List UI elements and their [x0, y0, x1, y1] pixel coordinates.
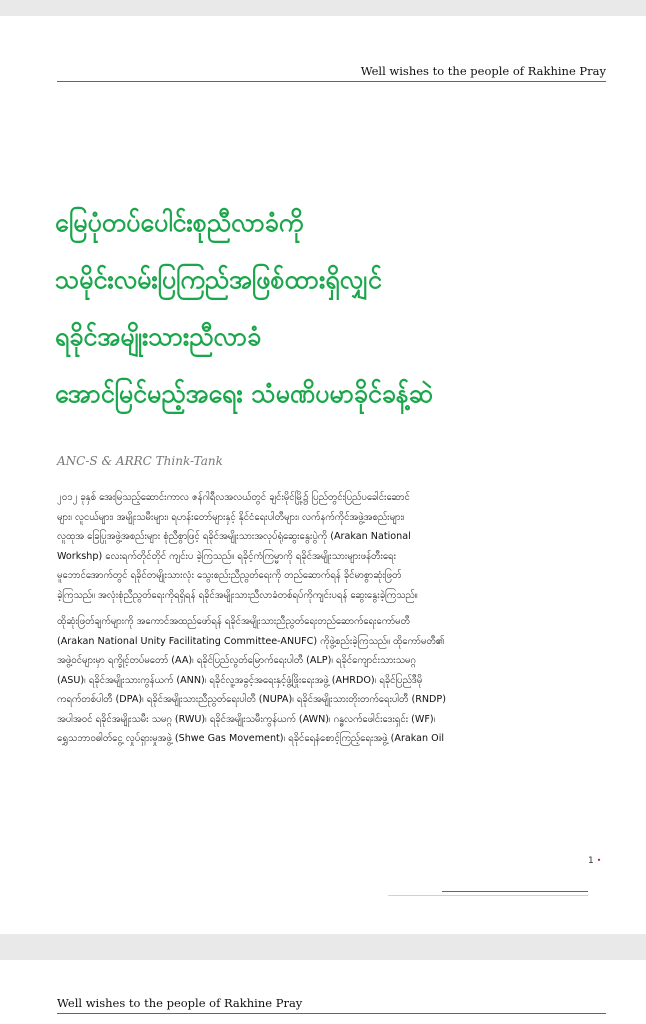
article-title: [55, 194, 626, 422]
document-page-2: [0, 960, 646, 1024]
page-number: [588, 856, 601, 866]
paragraph-line: အဖွဲ့ဝင်များမှာ ရက္ခိုင့်တပ်မတော် (AA)၊ ရခိုင်ပြည်လွတ်မြောက်ရေးပါတီ (ALP)၊ ရခိုင်ကျောင်းသားသမဂ္ဂ: [57, 655, 416, 666]
paragraph-line: (Arakan National Unity Facilitating Committee-ANUFC) ကိုဖွဲ့စည်းခဲ့ကြသည်။ ထိုကော်မတီ၏: [57, 635, 445, 647]
running-header: Well wishes to the people of Rakhine Pray: [57, 996, 606, 1014]
authors: ANC-S & ARRC Think-Tank: [57, 454, 223, 468]
footer-rule: [442, 891, 588, 892]
paragraph-line: Workshp) လေးရက်တိုင်တိုင် ကျင်းပ ခဲ့ကြသည်။ ရခိုင့်ကံကြမ္မာကို ရခိုင်အမျိုးသားများဖန်တီးရေး: [57, 550, 396, 562]
title-line-2: သမိုင်းလမ်းပြကြည်အဖြစ်ထားရှိလျှင်: [55, 265, 382, 294]
paragraph-1: [57, 488, 606, 605]
title-line-3: ရခိုင်အမျိုးသားညီလာခံ: [55, 322, 262, 351]
footer-rule-light: [388, 895, 588, 896]
paragraph-line: လူထုအ ခြေပြုအဖွဲ့အစည်းများ စုံညီစွာဖြင့် ရခိုင်အမျိုးသားအလုပ်ရုံဆွေးနွေးပွဲကို (Arakan National: [57, 531, 411, 542]
paragraph-line: ခဲ့ကြသည်။ အလုံးစုံညီညွတ်ရေးကိုရရှိရန် ရခိုင်အမျိုးသားညီလာခံတစ်ရပ်ကိုကျင်းပရန် ဆွေးနွေးခဲ့ကြသည်။: [57, 589, 418, 601]
title-line-4: အောင်မြင်မည့်အရေး သံမဏိပမာခိုင်ခန့်ဆဲ: [55, 379, 433, 408]
paragraph-line: ရွှေသဘာဝဓါတ်ငွေ့ လှုပ်ရှားမှုအဖွဲ့ (Shwe Gas Movement)၊ ရခိုင်ရေနံစောင့်ကြည့်ရေးအဖွဲ့ (Arakan Oil: [57, 733, 445, 744]
title-line-1: မြေပုံတပ်ပေါင်းစုညီလာခံကို: [55, 208, 304, 237]
paragraph-2: [57, 612, 606, 749]
paragraph-line: ထိုဆုံးဖြတ်ချက်များကို အကောင်အထည်ဖော်ရန် ရခိုင်အမျိုးသားညီညွတ်ရေးတည်ဆောက်ရေးကော်မတီ: [57, 616, 410, 627]
paragraph-line: ၂၀၁၂ ခုနှစ် အေးမြသည့်ဆောင်းကာလ ဇန်ဂါရီလအလယ်တွင် ချင်းမိုင်မြို့၌ ပြည်တွင်းပြည်ပခေါင်းဆောင်: [57, 492, 410, 503]
paragraph-line: မူဘောင်အောက်တွင် ရခိုင်တမျိုးသားလုံး သွေးစည်းညီညွတ်ရေးကို တည်ဆောက်ရန် ခိုင်မာစွာဆုံးဖြတ်: [57, 570, 402, 581]
running-header: Well wishes to the people of Rakhine Pray: [57, 64, 606, 82]
paragraph-line: များ၊ လူငယ်များ၊ အမျိုးသမီးများ၊ ရဟန်းတော်များနှင့် နိုင်ငံရေးပါတီများ၊ လက်နက်ကိုင်အဖွဲ့အစည်းများ၊: [57, 511, 405, 523]
document-page-1: [0, 16, 646, 934]
paragraph-line: (ASU)၊ ရခိုင်အမျိုးသားကွန်ယက် (ANN)၊ ရခိုင်လူ့အခွင့်အရေးနှင့်ဖွံ့ဖြိုးရေးအဖွဲ့ (AHRDO)၊ ရခိုင်ပြည်ဒီမို: [57, 674, 423, 686]
paragraph-line: ကရက်တစ်ပါတီ (DPA)၊ ရခိုင်အမျိုးသားညီညွတ်ရေးပါတီ (NUPA)၊ ရခိုင်အမျိုးသားတိုးတက်ရေးပါတီ (RNDP): [57, 694, 446, 705]
paragraph-line: အပါအဝင် ရခိုင်အမျိုးသမီး သမဂ္ဂ (RWU)၊ ရခိုင်အမျိုးသမီးကွန်ယက် (AWN)၊ ဂန္ဓလက်ဖေါင်းဒေးရှင်း (WF)၊: [57, 713, 436, 725]
page-number-value: 1: [588, 856, 594, 866]
page-number-dot: •: [596, 856, 602, 865]
